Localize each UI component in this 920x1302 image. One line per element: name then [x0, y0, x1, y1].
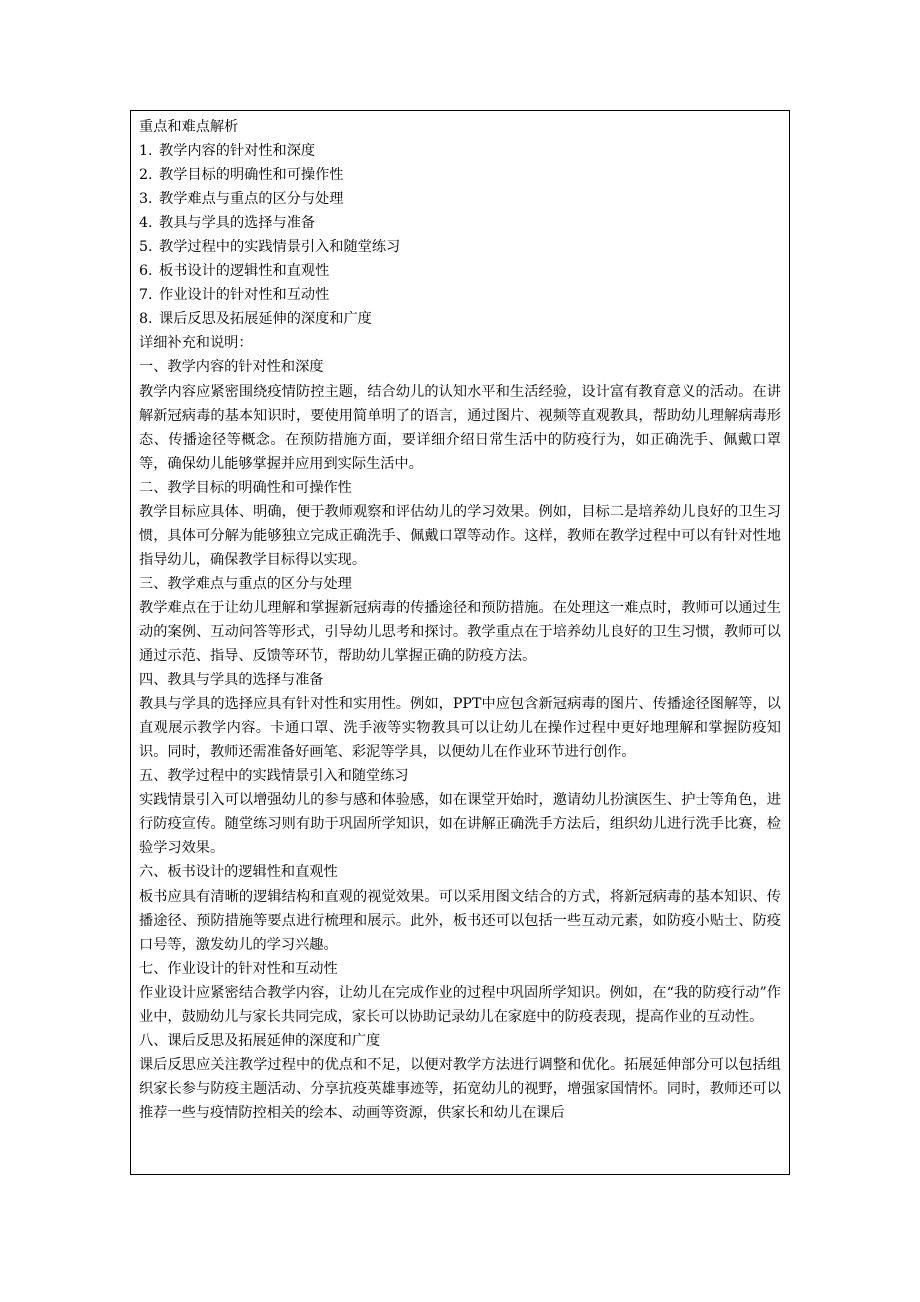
point-text: 教学内容的针对性和深度 [159, 143, 316, 160]
point-item-4 [139, 211, 781, 235]
point-item-5 [139, 235, 781, 259]
point-text: 作业设计的针对性和互动性 [159, 287, 330, 304]
point-number: 3. [139, 191, 153, 208]
point-number: 4. [139, 215, 153, 232]
section-body-1: 教学内容应紧密围绕疫情防控主题，结合幼儿的认知水平和生活经验，设计富有教育意义的活动。在讲解新冠病毒的基本知识时，要使用简单明了的语言，通过图片、视频等直观教具，帮助幼儿理解病毒形态、传播途径等概念。在预防措施方面，要详细介绍日常生活中的防疫行为，如正确洗手、佩戴口罩等，确保幼儿能够掌握并应用到实际生活中。 [139, 383, 781, 472]
point-text: 教学难点与重点的区分与处理 [159, 191, 344, 208]
section-title-7: 七、作业设计的针对性和互动性 [139, 960, 338, 977]
point-item-8 [139, 307, 781, 331]
content-table-cell [130, 110, 790, 1175]
point-number: 8. [139, 311, 153, 328]
point-item-7 [139, 283, 781, 307]
point-number: 7. [139, 287, 153, 304]
point-item-6 [139, 259, 781, 283]
section-title-6: 六、板书设计的逻辑性和直观性 [139, 864, 338, 881]
point-item-2 [139, 163, 781, 187]
point-number: 6. [139, 263, 153, 280]
section-body-8: 课后反思应关注教学过程中的优点和不足，以便对教学方法进行调整和优化。拓展延伸部分可以包括组织家长参与防疫主题活动、分享抗疫英雄事迹等，拓宽幼儿的视野，增强家国情怀。同时，教师还可以推荐一些与疫情防控相关的绘本、动画等资源，供家长和幼儿在课后 [139, 1056, 781, 1121]
point-text: 板书设计的逻辑性和直观性 [159, 263, 330, 280]
section-body-7: 作业设计应紧密结合教学内容，让幼儿在完成作业的过程中巩固所学知识。例如，在“我的防疫行动”作业中，鼓励幼儿与家长共同完成，家长可以协助记录幼儿在家庭中的防疫表现，提高作业的互动性。 [139, 984, 781, 1025]
section-body-6: 板书应具有清晰的逻辑结构和直观的视觉效果。可以采用图文结合的方式，将新冠病毒的基本知识、传播途径、预防措施等要点进行梳理和展示。此外，板书还可以包括一些互动元素，如防疫小贴士、防疫口号等，激发幼儿的学习兴趣。 [139, 888, 781, 953]
point-number: 1. [139, 143, 153, 160]
point-number: 5. [139, 239, 153, 256]
section-title-2: 二、教学目标的明确性和可操作性 [139, 479, 352, 496]
point-number: 2. [139, 167, 153, 184]
point-text: 课后反思及拓展延伸的深度和广度 [159, 311, 372, 328]
point-text: 教学过程中的实践情景引入和随堂练习 [159, 239, 401, 256]
section-title-1: 一、教学内容的针对性和深度 [139, 359, 324, 376]
document-content [131, 111, 789, 1125]
section-title-5: 五、教学过程中的实践情景引入和随堂练习 [139, 768, 409, 785]
point-text: 教学目标的明确性和可操作性 [159, 167, 344, 184]
point-text: 教具与学具的选择与准备 [159, 215, 316, 232]
section-heading: 重点和难点解析 [139, 119, 239, 135]
point-item-3 [139, 187, 781, 211]
point-item-1 [139, 139, 781, 163]
section-body-2: 教学目标应具体、明确，便于教师观察和评估幼儿的学习效果。例如，目标二是培养幼儿良好的卫生习惯，具体可分解为能够独立完成正确洗手、佩戴口罩等动作。这样，教师在教学过程中可以有针对性地指导幼儿，确保教学目标得以实现。 [139, 503, 781, 568]
section-title-4: 四、教具与学具的选择与准备 [139, 672, 324, 689]
section-body-4: 教具与学具的选择应具有针对性和实用性。例如，PPT中应包含新冠病毒的图片、传播途径图解等，以直观展示教学内容。卡通口罩、洗手液等实物教具可以让幼儿在操作过程中更好地理解和掌握防疫知识。同时，教师还需准备好画笔、彩泥等学具，以便幼儿在作业环节进行创作。 [139, 696, 781, 761]
details-label: 详细补充和说明： [139, 335, 253, 352]
section-title-3: 三、教学难点与重点的区分与处理 [139, 575, 352, 592]
section-body-3: 教学难点在于让幼儿理解和掌握新冠病毒的传播途径和预防措施。在处理这一难点时，教师可以通过生动的案例、互动问答等形式，引导幼儿思考和探讨。教学重点在于培养幼儿良好的卫生习惯，教师可以通过示范、指导、反馈等环节，帮助幼儿掌握正确的防疫方法。 [139, 599, 781, 665]
section-body-5: 实践情景引入可以增强幼儿的参与感和体验感，如在课堂开始时，邀请幼儿扮演医生、护士等角色，进行防疫宣传。随堂练习则有助于巩固所学知识，如在讲解正确洗手方法后，组织幼儿进行洗手比赛，检验学习效果。 [139, 792, 781, 857]
section-title-8: 八、课后反思及拓展延伸的深度和广度 [139, 1032, 381, 1049]
